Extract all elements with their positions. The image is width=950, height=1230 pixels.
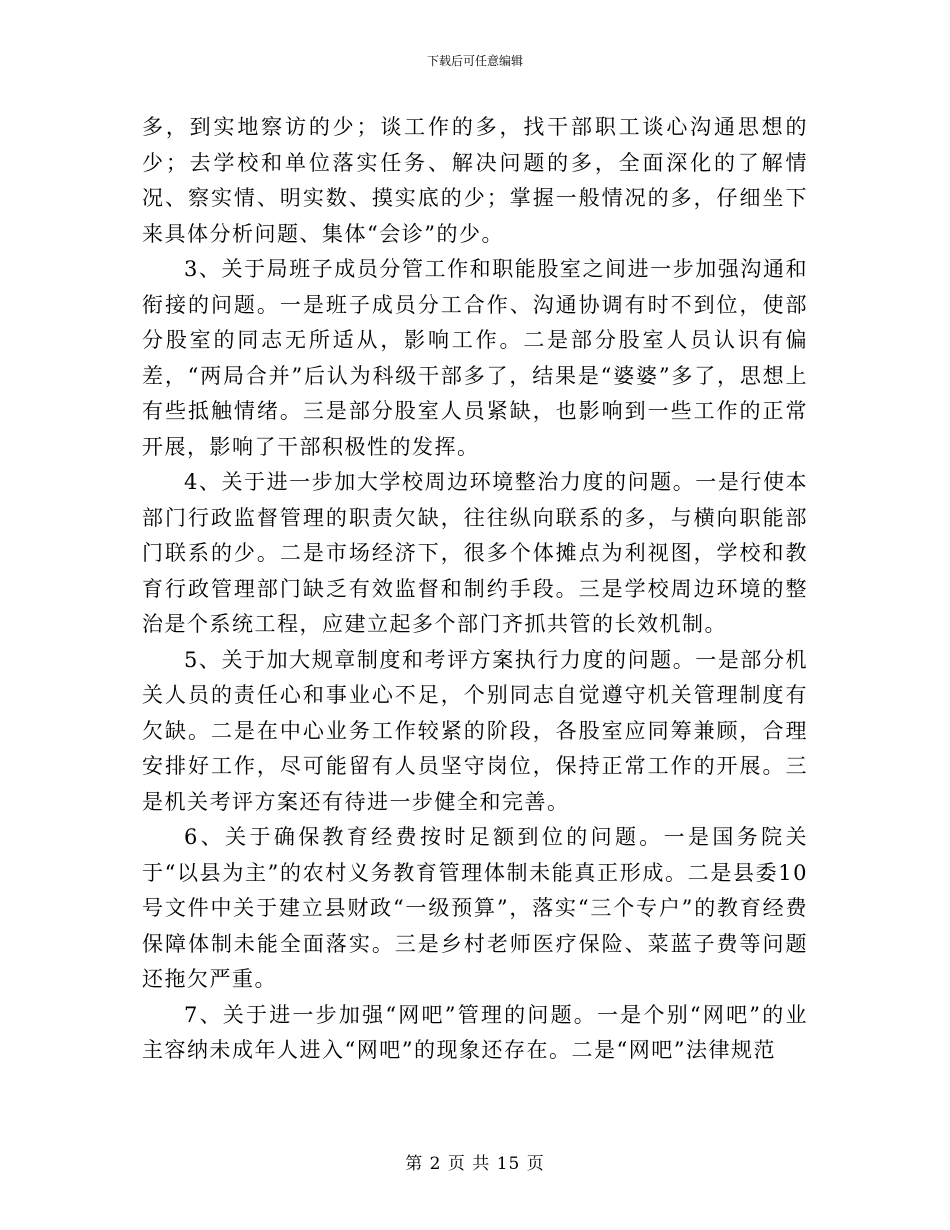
paragraph-item-7: 7、关于进一步加强“网吧”管理的问题。一是个别“网吧”的业主容纳未成年人进入“网吧”的现象还存在。二是“网吧”法律规范 (142, 1002, 808, 1062)
paragraph-item-5: 5、关于加大规章制度和考评方案执行力度的问题。一是部分机关人员的责任心和事业心不足，个别同志自觉遵守机关管理制度有欠缺。二是在中心业务工作较紧的阶段，各股室应同筹兼顾，合理安排好工作，尽可能留有人员坚守岗位，保持正常工作的开展。三是机关考评方案还有待进一步健全和完善。 (142, 647, 808, 814)
paragraph-item-3: 3、关于局班子成员分管工作和职能股室之间进一步加强沟通和衔接的问题。一是班子成员分工合作、沟通协调有时不到位，使部分股室的同志无所适从，影响工作。二是部分股室人员认识有偏差，“两局合并”后认为科级干部多了，结果是“婆婆”多了，思想上有些抵触情绪。三是部分股室人员紧缺，也影响到一些工作的正常开展，影响了干部积极性的发挥。 (142, 257, 808, 459)
paragraph-item-4: 4、关于进一步加大学校周边环境整治力度的问题。一是行使本部门行政监督管理的职责欠缺，往往纵向联系的多，与横向职能部门联系的少。二是市场经济下，很多个体摊点为利视图，学校和教育行政管理部门缺乏有效监督和制约手段。三是学校周边环境的整治是个系统工程，应建立起多个部门齐抓共管的长效机制。 (142, 470, 808, 636)
document-body (142, 110, 808, 1069)
page-header: 下载后可任意编辑 (426, 54, 523, 68)
paragraph-item-6: 6、关于确保教育经费按时足额到位的问题。一是国务院关于“以县为主”的农村义务教育管理体制未能真正形成。二是县委10号文件中关于建立县财政“一级预算”，落实“三个专户”的教育经费保障体制未能全面落实。三是乡村老师医疗保险、菜蓝子费等问题还拖欠严重。 (142, 825, 808, 991)
paragraph-continuation: 多，到实地察访的少；谈工作的多，找干部职工谈心沟通思想的少；去学校和单位落实任务、解决问题的多，全面深化的了解情况、察实情、明实数、摸实底的少；掌握一般情况的多，仔细坐下来具体分析问题、集体“会诊”的少。 (142, 115, 808, 246)
page-number: 第 2 页 共 15 页 (405, 1154, 545, 1174)
